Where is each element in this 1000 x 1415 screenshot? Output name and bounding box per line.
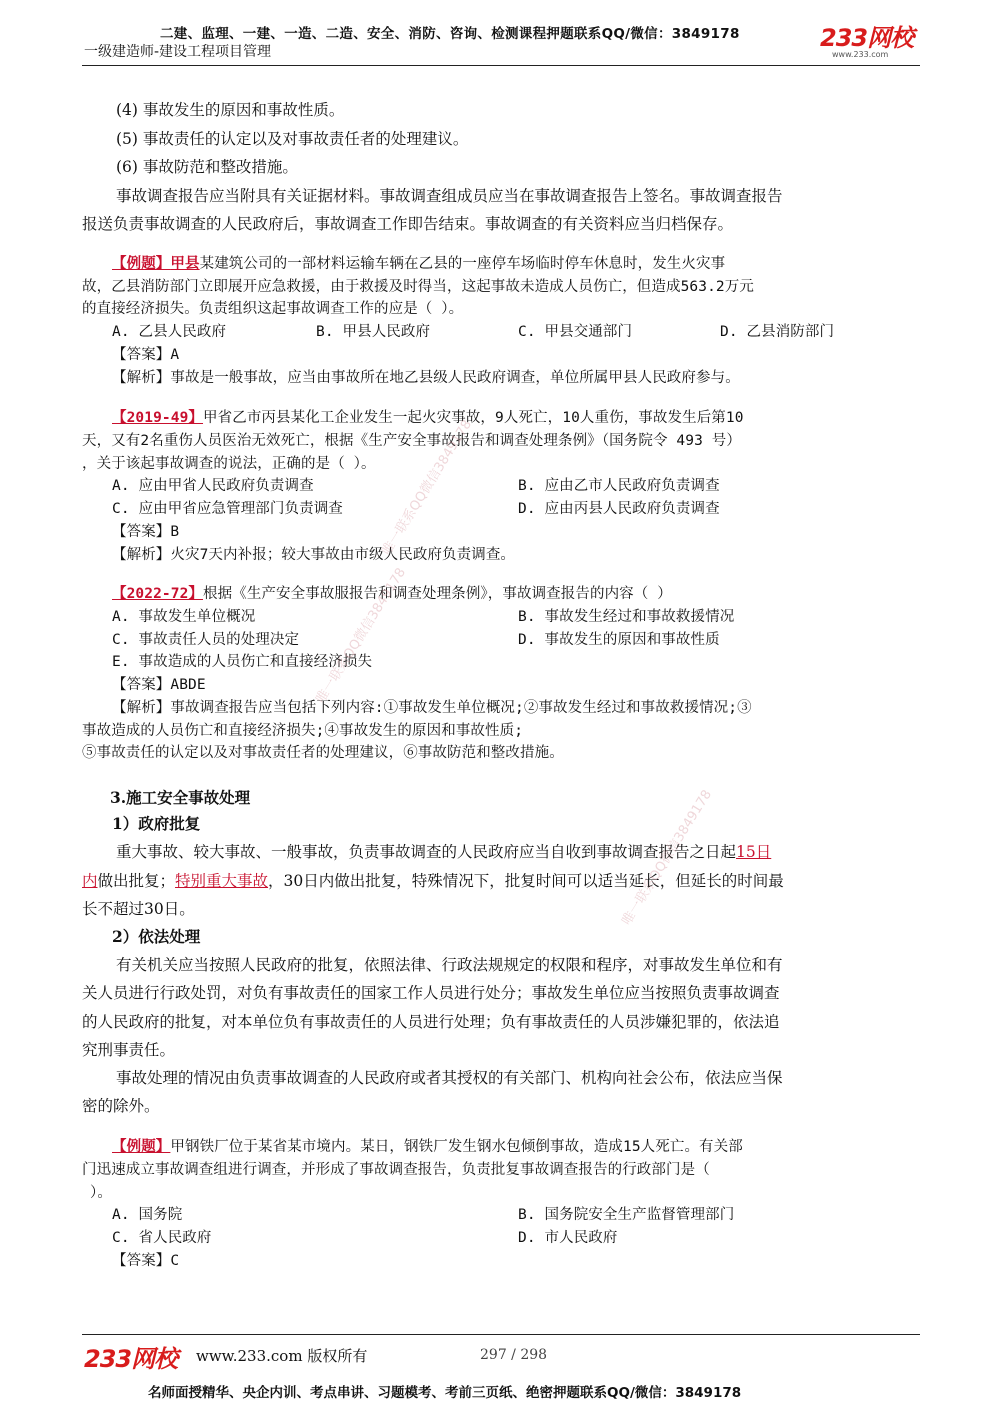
answer-line: 【答案】ABDE (112, 677, 206, 693)
brand-logo (820, 26, 930, 59)
document-subtitle: 一级建造师-建设工程项目管理 (84, 44, 272, 60)
watermark: 唯一联系QQ微信3849178 (313, 565, 409, 707)
footer-copyright: www.233.com 版权所有 (196, 1347, 368, 1365)
footer-divider (82, 1334, 920, 1335)
analysis-line: 【解析】火灾7天内补报；较大事故由市级人民政府负责调查。 (112, 547, 516, 563)
question-line: 天，又有2名重伤人员医治无效死亡，根据《生产安全事故报告和调查处理条例》（国务院令 493 号） (82, 433, 741, 449)
question-line: 故，乙县消防部门立即展开应急救援，由于救援及时得当，这起事故未造成人员伤亡，但造成563.2万元 (82, 279, 754, 295)
subsection-heading: 2）依法处理 (112, 927, 201, 946)
paragraph-text: 重大事故、较大事故、一般事故，负责事故调查的人民政府应当自收到事故调查报告之日起 (116, 843, 737, 861)
option-d: D. 市人民政府 (518, 1230, 618, 1246)
paragraph-line: 报送负责事故调查的人民政府后，事故调查工作即告结束。事故调查的有关资料应当归档保存。 (82, 215, 734, 233)
option-c: C. 省人民政府 (112, 1230, 212, 1246)
analysis-line: 【解析】事故调查报告应当包括下列内容:①事故发生单位概况;②事故发生经过和事故救援情况;③ (112, 700, 752, 716)
paragraph-line: 长不超过30日。 (82, 900, 195, 918)
question-text: 甲钢铁厂位于某省某市境内。某日，钢铁厂发生钢水包倾倒事故，造成15人死亡。有关部 (170, 1139, 743, 1155)
option-a: A. 乙县人民政府 (112, 324, 227, 340)
question-line: 的直接经济损失。负责组织这起事故调查工作的应是（ ）。 (82, 301, 464, 317)
highlight-deadline: 内 (82, 872, 98, 890)
question-line (112, 1136, 743, 1159)
answer-line: 【答案】B (112, 524, 180, 540)
option-b: B. 应由乙市人民政府负责调查 (518, 478, 720, 494)
option-a: A. 国务院 (112, 1207, 183, 1223)
watermark: 唯一联系QQ微信3849178 (379, 417, 475, 559)
option-d: D. 乙县消防部门 (720, 324, 835, 340)
question-line: 门迅速成立事故调查组进行调查，并形成了事故调查报告，负责批复事故调查报告的行政部门是（ (82, 1162, 710, 1178)
question-tag: 【2019-49】 (112, 410, 204, 426)
list-item: (4) 事故发生的原因和事故性质。 (116, 101, 345, 119)
logo-url: www.233.com (832, 50, 889, 59)
question-line: ，关于该起事故调查的说法，正确的是（ ）。 (82, 456, 376, 472)
list-item: (5) 事故责任的认定以及对事故责任者的处理建议。 (116, 130, 469, 148)
option-c: C. 甲县交通部门 (518, 324, 633, 340)
watermark: 唯一联系QQ微信3849178 (619, 787, 715, 929)
paragraph-line: 究刑事责任。 (82, 1041, 176, 1059)
analysis-line: 事故造成的人员伤亡和直接经济损失;④事故发生的原因和事故性质; (82, 723, 524, 739)
question-tag-location: 甲县 (170, 256, 200, 272)
question-line (112, 407, 744, 430)
option-e: E. 事故造成的人员伤亡和直接经济损失 (112, 654, 373, 670)
question-tag: 【例题】 (112, 256, 171, 272)
question-line: ）。 (90, 1185, 112, 1201)
analysis-line: 【解析】事故是一般事故，应当由事故所在地乙县级人民政府调查，单位所属甲县人民政府参与。 (112, 370, 740, 386)
paragraph-line: 事故处理的情况由负责事故调查的人民政府或者其授权的有关部门、机构向社会公布，依法应当保 (116, 1069, 783, 1087)
page-number: 297 / 298 (480, 1347, 548, 1363)
question-text: 甲省乙市丙县某化工企业发生一起火灾事故，9人死亡，10人重伤，事故发生后第10 (203, 410, 744, 426)
paragraph-line: 事故调查报告应当附具有关证据材料。事故调查组成员应当在事故调查报告上签名。事故调查报告 (116, 187, 783, 205)
option-a: A. 应由甲省人民政府负责调查 (112, 478, 314, 494)
question-text: 根据《生产安全事故服报告和调查处理条例》，事故调查报告的内容（ ） (203, 586, 672, 602)
paragraph-line (82, 869, 784, 893)
analysis-line: ⑤事故责任的认定以及对事故责任者的处理建议，⑥事故防范和整改措施。 (82, 745, 564, 761)
option-d: D. 应由丙县人民政府负责调查 (518, 501, 720, 517)
paragraph-text: 做出批复； (97, 872, 176, 890)
section-heading: 3.施工安全事故处理 (110, 788, 251, 807)
footer-logo: 233网校 (84, 1345, 178, 1373)
subsection-heading: 1）政府批复 (112, 814, 201, 833)
option-c: C. 事故责任人员的处理决定 (112, 632, 300, 648)
paragraph-line: 有关机关应当按照人民政府的批复，依照法律、行政法规规定的权限和程序，对事故发生单位和有 (116, 956, 783, 974)
paragraph-line: 的人民政府的批复，对本单位负有事故责任的人员进行处理；负有事故责任的人员涉嫌犯罪的，依法追 (82, 1013, 780, 1031)
answer-line: 【答案】C (112, 1253, 180, 1269)
logo-text: 233网校 (820, 24, 914, 52)
question-text: 某建筑公司的一部材料运输车辆在乙县的一座停车场临时停车休息时，发生火灾事 (199, 256, 726, 272)
option-b: B. 国务院安全生产监督管理部门 (518, 1207, 735, 1223)
question-line (112, 253, 725, 276)
highlight-major-accident: 特别重大事故 (175, 872, 269, 890)
option-b: B. 事故发生经过和事故救援情况 (518, 609, 735, 625)
paragraph-line: 关人员进行行政处罚，对负有事故责任的国家工作人员进行处分；事故发生单位应当按照负责事故调查 (82, 984, 780, 1002)
header-contact-line: 二建、监理、一建、一造、二造、安全、消防、咨询、检测课程押题联系QQ/微信：3849178 (160, 26, 740, 42)
paragraph-line: 密的除外。 (82, 1097, 160, 1115)
option-b: B. 甲县人民政府 (316, 324, 431, 340)
option-c: C. 应由甲省应急管理部门负责调查 (112, 501, 343, 517)
footer-contact-line: 名师面授精华、央企内训、考点串讲、习题模考、考前三页纸、绝密押题联系QQ/微信：3849178 (148, 1385, 742, 1401)
header-divider (82, 65, 920, 66)
answer-line: 【答案】A (112, 347, 180, 363)
highlight-deadline: 15日 (736, 843, 772, 861)
option-a: A. 事故发生单位概况 (112, 609, 256, 625)
question-tag: 【2022-72】 (112, 586, 204, 602)
question-tag: 【例题】 (112, 1139, 171, 1155)
list-item: (6) 事故防范和整改措施。 (116, 158, 298, 176)
option-d: D. 事故发生的原因和事故性质 (518, 632, 720, 648)
paragraph-text: ，30日内做出批复，特殊情况下，批复时间可以适当延长，但延长的时间最 (268, 872, 784, 890)
